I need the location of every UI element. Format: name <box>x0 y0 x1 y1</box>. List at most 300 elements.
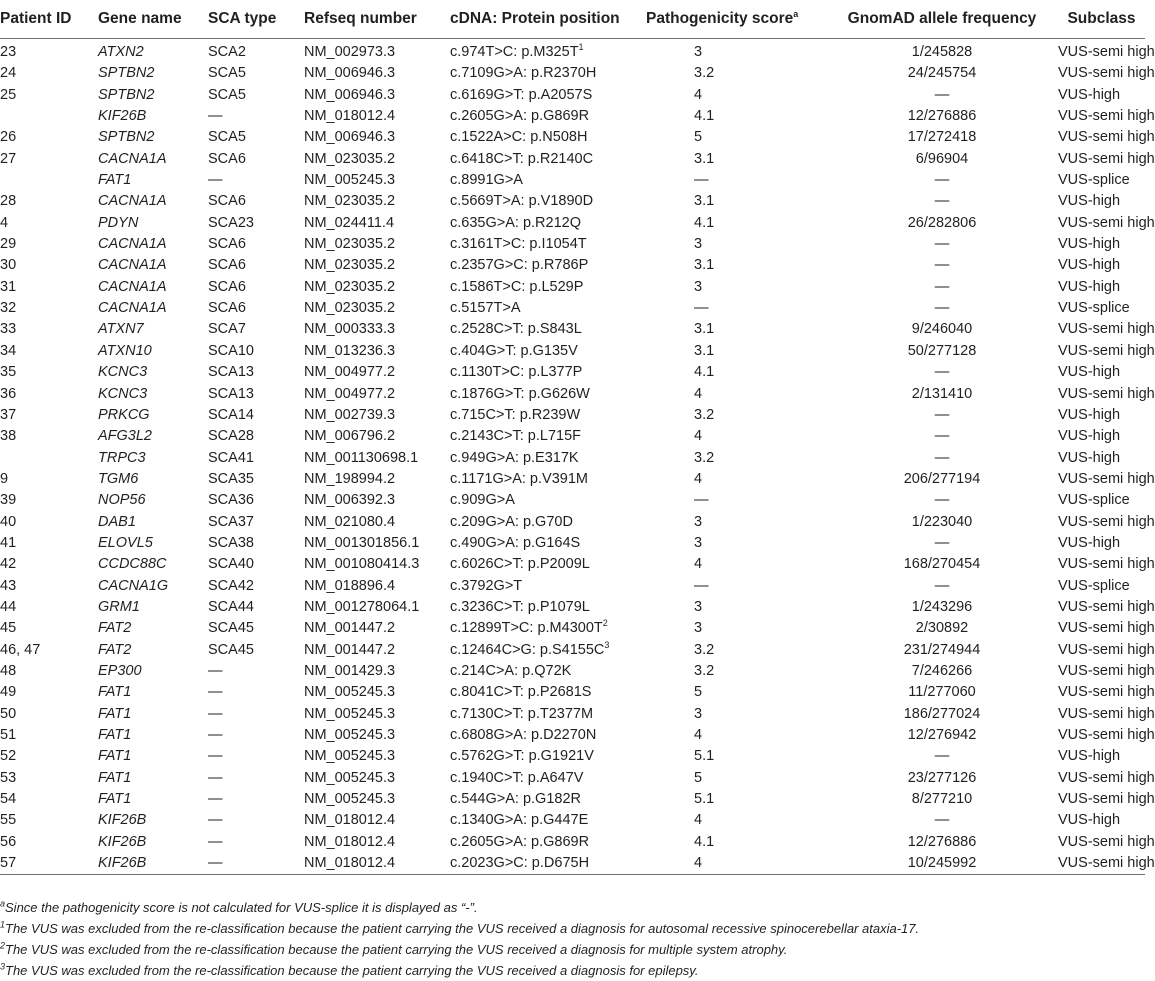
cell-gnomad: — <box>934 577 950 594</box>
cell-gene-name: SPTBN2 <box>98 86 155 103</box>
cell-subclass: VUS-semi high <box>1058 513 1155 530</box>
cell-gene-name: CACNA1A <box>98 193 167 210</box>
cell-patient-id: 57 <box>0 855 17 872</box>
cell-refseq: NM_001130698.1 <box>304 449 419 466</box>
cell-patient-id: 54 <box>0 791 17 808</box>
cell-gene-name: CACNA1G <box>98 577 169 594</box>
cdna-text: c.3161T>C: p.I1054T <box>450 236 587 253</box>
cell-refseq: NM_001301856.1 <box>304 534 420 551</box>
cell-sca-type: — <box>208 748 223 765</box>
cell-refseq: NM_018896.4 <box>304 577 396 594</box>
cell-subclass: VUS-high <box>1058 406 1121 423</box>
cell-cdna <box>450 213 646 234</box>
cell-score: 3.2 <box>694 406 715 423</box>
cdna-text: c.6026C>T: p.P2009L <box>450 556 590 573</box>
cell-sca-type: SCA14 <box>208 406 254 423</box>
cell-gnomad: 9/246040 <box>911 321 973 338</box>
footnote-mark: 3 <box>604 639 610 650</box>
cell-refseq: NM_005245.3 <box>304 791 396 808</box>
cell-refseq: NM_004977.2 <box>304 385 396 402</box>
cell-gnomad: 23/277126 <box>907 769 977 786</box>
cell-cdna <box>450 853 646 875</box>
table-row <box>0 512 1145 533</box>
cell-sca-type: SCA28 <box>208 428 254 445</box>
cell-cdna <box>450 362 646 383</box>
cell-gnomad: — <box>934 193 950 210</box>
cell-subclass: VUS-high <box>1058 812 1121 829</box>
cell-patient-id: 34 <box>0 342 17 359</box>
cell-gnomad: — <box>934 364 950 381</box>
cell-patient-id: 51 <box>0 727 17 743</box>
cell-gene-name: FAT2 <box>98 641 132 658</box>
cell-refseq: NM_005245.3 <box>304 705 396 722</box>
cell-sca-type: SCA10 <box>208 342 254 359</box>
table-row <box>0 405 1145 426</box>
cdna-text: c.6169G>T: p.A2057S <box>450 86 593 103</box>
cell-patient-id: 31 <box>0 278 17 295</box>
table-row <box>0 533 1145 554</box>
cell-gnomad: 10/245992 <box>907 855 977 872</box>
cell-subclass: VUS-semi high <box>1058 598 1155 615</box>
cell-gene-name: FAT1 <box>98 769 132 786</box>
cell-score: — <box>694 492 709 509</box>
cell-refseq: NM_005245.3 <box>304 172 396 189</box>
cell-patient-id <box>0 170 98 191</box>
cell-subclass: VUS-high <box>1058 449 1121 466</box>
footnote-mark: a <box>0 898 6 909</box>
cell-subclass: VUS-high <box>1058 534 1121 551</box>
cell-gene-name: TRPC3 <box>98 449 146 466</box>
cell-subclass: VUS-semi high <box>1058 65 1155 82</box>
cdna-text: c.404G>T: p.G135V <box>450 342 578 359</box>
cell-gene-name: CACNA1A <box>98 278 167 295</box>
cell-subclass: VUS-splice <box>1058 300 1130 317</box>
cell-subclass: VUS-semi high <box>1058 342 1155 359</box>
cdna-text: c.2357G>C: p.R786P <box>450 257 589 274</box>
cell-refseq: NM_198994.2 <box>304 470 396 487</box>
cell-sca-type: SCA42 <box>208 577 254 594</box>
cell-sca-type: — <box>208 684 223 701</box>
cell-cdna <box>450 490 646 511</box>
table-row <box>0 618 1145 639</box>
header-gnomad: GnomAD allele frequency <box>847 10 1037 27</box>
cell-subclass: VUS-semi high <box>1058 214 1155 231</box>
cell-refseq: NM_001080414.3 <box>304 556 420 573</box>
cell-refseq: NM_023035.2 <box>304 278 396 295</box>
cell-cdna <box>450 341 646 362</box>
cell-gnomad: 1/243296 <box>911 598 973 615</box>
cell-score: 4 <box>694 428 703 445</box>
cell-gnomad: 186/277024 <box>903 705 981 722</box>
table-row <box>0 213 1145 234</box>
cell-cdna <box>450 277 646 298</box>
cdna-text: c.12464C>G: p.S4155C <box>450 641 605 658</box>
cell-subclass: VUS-semi high <box>1058 556 1155 573</box>
cdna-text: c.1586T>C: p.L529P <box>450 278 584 295</box>
cell-gnomad: — <box>934 172 950 189</box>
footnote-mark: 1 <box>578 42 584 53</box>
cell-sca-type: SCA5 <box>208 86 246 103</box>
cell-patient-id: 56 <box>0 833 17 850</box>
table-row <box>0 469 1145 490</box>
cell-gnomad: — <box>934 86 950 103</box>
cdna-text: c.5157T>A <box>450 300 521 317</box>
footnote-text: The VUS was excluded from the re-classification because the patient carrying the VUS received a diagnosis for autosomal recessive spinocerebellar ataxia-17. <box>5 921 920 936</box>
cell-gene-name: CACNA1A <box>98 150 167 167</box>
cell-patient-id: 44 <box>0 598 17 615</box>
cdna-text: c.6808G>A: p.D2270N <box>450 727 597 743</box>
cell-patient-id: 41 <box>0 534 17 551</box>
cell-subclass: VUS-semi high <box>1058 108 1155 125</box>
cdna-text: c.5669T>A: p.V1890D <box>450 193 594 210</box>
cell-cdna <box>450 63 646 84</box>
table-row <box>0 255 1145 276</box>
cdna-text: c.715C>T: p.R239W <box>450 406 581 423</box>
cell-sca-type: — <box>208 172 223 189</box>
cell-subclass: VUS-semi high <box>1058 684 1155 701</box>
cell-sca-type: SCA6 <box>208 257 246 274</box>
table-row <box>0 810 1145 831</box>
cell-sca-type: — <box>208 769 223 786</box>
cell-gnomad: 50/277128 <box>907 342 977 359</box>
cell-subclass: VUS-semi high <box>1058 385 1155 402</box>
cell-sca-type: — <box>208 855 223 872</box>
cdna-text: c.3792G>T <box>450 577 523 594</box>
cell-patient-id: 30 <box>0 257 17 274</box>
cell-cdna <box>450 170 646 191</box>
cell-patient-id: 26 <box>0 129 17 146</box>
cell-cdna <box>450 384 646 405</box>
cell-patient-id: 42 <box>0 556 17 573</box>
cell-gnomad: 168/270454 <box>903 556 981 573</box>
table-row <box>0 597 1145 618</box>
cell-gene-name: SPTBN2 <box>98 65 155 82</box>
cell-cdna <box>450 832 646 853</box>
cell-cdna <box>450 533 646 554</box>
cell-sca-type: — <box>208 705 223 722</box>
cell-gnomad: 1/223040 <box>911 513 973 530</box>
cell-patient-id: 32 <box>0 300 17 317</box>
cell-gene-name: FAT2 <box>98 620 132 637</box>
cell-refseq: NM_005245.3 <box>304 769 396 786</box>
cell-subclass: VUS-splice <box>1058 172 1130 189</box>
cell-gnomad: 12/276886 <box>907 108 977 125</box>
cell-subclass: VUS-semi high <box>1058 833 1155 850</box>
cell-sca-type: — <box>208 662 223 679</box>
cell-gene-name: FAT1 <box>98 748 132 765</box>
cell-score: 3 <box>694 278 703 295</box>
cell-refseq: NM_005245.3 <box>304 748 396 765</box>
cell-gnomad: 7/246266 <box>911 662 973 679</box>
cell-cdna <box>450 85 646 106</box>
header-score-footnote-mark: a <box>793 8 799 19</box>
cell-cdna <box>450 768 646 789</box>
cell-refseq: NM_006392.3 <box>304 492 396 509</box>
cell-score: 3 <box>694 44 703 60</box>
cell-gene-name: CACNA1A <box>98 300 167 317</box>
cell-cdna <box>450 554 646 575</box>
cdna-text: c.2605G>A: p.G869R <box>450 108 590 125</box>
cell-cdna <box>450 704 646 725</box>
cell-gene-name: FAT1 <box>98 705 132 722</box>
cell-sca-type: SCA45 <box>208 620 254 637</box>
cell-subclass: VUS-semi high <box>1058 727 1155 743</box>
cell-patient-id: 27 <box>0 150 17 167</box>
cdna-text: c.490G>A: p.G164S <box>450 534 581 551</box>
cell-score: 3.1 <box>694 342 715 359</box>
cell-subclass: VUS-high <box>1058 364 1121 381</box>
cell-gnomad: — <box>934 534 950 551</box>
cell-sca-type: SCA13 <box>208 385 254 402</box>
footnote-mark: 2 <box>602 618 608 629</box>
cell-gene-name: KIF26B <box>98 855 147 872</box>
footnote <box>0 960 1145 981</box>
cell-sca-type: SCA45 <box>208 641 254 658</box>
cell-score: 4 <box>694 556 703 573</box>
table-row <box>0 682 1145 703</box>
cell-subclass: VUS-semi high <box>1058 321 1155 338</box>
cdna-text: c.5762G>T: p.G1921V <box>450 748 594 765</box>
cell-score: 5.1 <box>694 791 715 808</box>
header-gene-name: Gene name <box>98 10 182 27</box>
cdna-text: c.1171G>A: p.V391M <box>450 470 588 487</box>
cdna-text: c.2528C>T: p.S843L <box>450 321 582 338</box>
cell-refseq: NM_001447.2 <box>304 641 396 658</box>
cell-gene-name: NOP56 <box>98 492 146 509</box>
footnote <box>0 918 1145 939</box>
cdna-text: c.974T>C: p.M325T <box>450 44 579 60</box>
cell-score: 4.1 <box>694 364 715 381</box>
table-row <box>0 85 1145 106</box>
cell-score: 5.1 <box>694 748 715 765</box>
cell-patient-id: 39 <box>0 492 17 509</box>
cell-gnomad: — <box>934 748 950 765</box>
cell-gnomad: — <box>934 812 950 829</box>
cell-patient-id: 46, 47 <box>0 641 41 658</box>
cell-subclass: VUS-splice <box>1058 492 1130 509</box>
cdna-text: c.2605G>A: p.G869R <box>450 833 590 850</box>
cell-sca-type: SCA5 <box>208 65 246 82</box>
cell-score: 5 <box>694 769 703 786</box>
cell-score: — <box>694 172 709 189</box>
cell-cdna <box>450 319 646 340</box>
cell-sca-type: — <box>208 791 223 808</box>
cell-gnomad: 26/282806 <box>907 214 977 231</box>
cell-refseq: NM_005245.3 <box>304 684 396 701</box>
cell-sca-type: SCA41 <box>208 449 254 466</box>
cell-gene-name: FAT1 <box>98 172 132 189</box>
header-refseq: Refseq number <box>304 10 417 27</box>
footnote-text: The VUS was excluded from the re-classification because the patient carrying the VUS received a diagnosis for multiple system atrophy. <box>5 942 788 957</box>
cell-cdna <box>450 405 646 426</box>
cell-sca-type: SCA6 <box>208 150 246 167</box>
cell-gnomad: 2/131410 <box>911 385 973 402</box>
header-sca-type: SCA type <box>208 10 277 27</box>
cell-cdna <box>450 618 646 639</box>
cell-gnomad: — <box>934 492 950 509</box>
cell-cdna <box>450 448 646 469</box>
cell-subclass: VUS-semi high <box>1058 150 1155 167</box>
cell-refseq: NM_018012.4 <box>304 833 396 850</box>
cell-refseq: NM_006946.3 <box>304 86 396 103</box>
cell-refseq: NM_023035.2 <box>304 193 396 210</box>
cell-refseq: NM_001447.2 <box>304 620 396 637</box>
cell-refseq: NM_006946.3 <box>304 65 396 82</box>
cell-sca-type: SCA2 <box>208 44 246 60</box>
cell-score: 3.2 <box>694 641 715 658</box>
cdna-text: c.1940C>T: p.A647V <box>450 769 584 786</box>
cell-subclass: VUS-semi high <box>1058 470 1155 487</box>
cell-patient-id: 55 <box>0 812 17 829</box>
cell-score: 4 <box>694 727 703 743</box>
cell-gene-name: FAT1 <box>98 727 132 743</box>
cell-patient-id: 4 <box>0 214 9 231</box>
cell-score: 4 <box>694 385 703 402</box>
cell-cdna <box>450 149 646 170</box>
header-patient-id: Patient ID <box>0 10 72 27</box>
table-row <box>0 448 1145 469</box>
cell-gene-name: ELOVL5 <box>98 534 153 551</box>
cell-subclass: VUS-high <box>1058 86 1121 103</box>
cell-patient-id: 23 <box>0 44 17 60</box>
cell-patient-id: 38 <box>0 428 17 445</box>
cell-score: — <box>694 577 709 594</box>
cell-score: 4.1 <box>694 833 715 850</box>
cell-cdna <box>450 39 646 64</box>
cell-refseq: NM_023035.2 <box>304 236 396 253</box>
cell-sca-type: SCA6 <box>208 278 246 295</box>
cell-gnomad: 206/277194 <box>903 470 981 487</box>
cell-score: 3 <box>694 598 703 615</box>
table-row <box>0 341 1145 362</box>
cell-score: 3.2 <box>694 449 715 466</box>
cell-gene-name: KIF26B <box>98 108 147 125</box>
cell-gnomad: — <box>934 278 950 295</box>
table-row <box>0 661 1145 682</box>
cell-score: 3 <box>694 705 703 722</box>
cell-subclass: VUS-high <box>1058 278 1121 295</box>
cell-subclass: VUS-high <box>1058 193 1121 210</box>
cell-score: 4.1 <box>694 108 715 125</box>
cell-refseq: NM_023035.2 <box>304 150 396 167</box>
cell-gnomad: — <box>934 236 950 253</box>
table-row <box>0 170 1145 191</box>
cell-gnomad: 231/274944 <box>903 641 981 658</box>
cell-sca-type: SCA44 <box>208 598 254 615</box>
cell-cdna <box>450 255 646 276</box>
cell-score: 5 <box>694 684 703 701</box>
cdna-text: c.949G>A: p.E317K <box>450 449 579 466</box>
cell-cdna <box>450 746 646 767</box>
header-score <box>646 0 826 39</box>
cell-cdna <box>450 234 646 255</box>
table-row <box>0 490 1145 511</box>
footnote <box>0 939 1145 960</box>
table-row <box>0 426 1145 447</box>
cell-subclass: VUS-high <box>1058 257 1121 274</box>
cell-patient-id: 49 <box>0 684 17 701</box>
cell-refseq: NM_000333.3 <box>304 321 396 338</box>
cell-score: 3 <box>694 236 703 253</box>
cell-gene-name: ATXN2 <box>98 44 144 60</box>
table-row <box>0 234 1145 255</box>
cell-cdna <box>450 512 646 533</box>
cell-patient-id: 36 <box>0 385 17 402</box>
cell-sca-type: — <box>208 812 223 829</box>
cell-patient-id: 24 <box>0 65 17 82</box>
table-row <box>0 39 1145 64</box>
cell-gnomad: 6/96904 <box>915 150 969 167</box>
cdna-text: c.1522A>C: p.N508H <box>450 129 588 146</box>
cdna-text: c.1130T>C: p.L377P <box>450 364 583 381</box>
cell-subclass: VUS-semi high <box>1058 662 1155 679</box>
cell-gene-name: AFG3L2 <box>98 428 152 445</box>
table-row <box>0 319 1145 340</box>
cell-patient-id: 48 <box>0 662 17 679</box>
cell-gene-name: KCNC3 <box>98 364 148 381</box>
cell-score: 3 <box>694 513 703 530</box>
cell-score: 5 <box>694 129 703 146</box>
cell-gene-name: FAT1 <box>98 791 132 808</box>
cell-subclass: VUS-semi high <box>1058 641 1155 658</box>
cell-patient-id: 25 <box>0 86 17 103</box>
cell-gnomad: 17/272418 <box>907 129 977 146</box>
cell-subclass: VUS-splice <box>1058 577 1130 594</box>
cell-gnomad: 12/276886 <box>907 833 977 850</box>
table-row <box>0 384 1145 405</box>
header-cdna: cDNA: Protein position <box>450 10 620 27</box>
cell-refseq: NM_018012.4 <box>304 812 396 829</box>
cdna-text: c.2143C>T: p.L715F <box>450 428 581 445</box>
cell-patient-id: 33 <box>0 321 17 338</box>
cell-sca-type: SCA6 <box>208 236 246 253</box>
cell-score: 3.2 <box>694 65 715 82</box>
cell-gnomad: 2/30892 <box>915 620 969 637</box>
cell-sca-type: SCA37 <box>208 513 254 530</box>
cell-gene-name: CCDC88C <box>98 556 167 573</box>
cell-refseq: NM_002973.3 <box>304 44 396 60</box>
cell-subclass: VUS-high <box>1058 748 1121 765</box>
cell-subclass: VUS-high <box>1058 236 1121 253</box>
cell-cdna <box>450 127 646 148</box>
table-body <box>0 39 1155 875</box>
cell-cdna <box>450 191 646 212</box>
cell-cdna <box>450 469 646 490</box>
cell-gnomad: — <box>934 406 950 423</box>
cell-gnomad: — <box>934 449 950 466</box>
cell-patient-id <box>0 106 98 127</box>
cell-gene-name: CACNA1A <box>98 236 167 253</box>
cell-patient-id: 45 <box>0 620 17 637</box>
table-row <box>0 640 1145 661</box>
cell-gene-name: TGM6 <box>98 470 139 487</box>
cell-subclass: VUS-semi high <box>1058 705 1155 722</box>
cdna-text: c.1340G>A: p.G447E <box>450 812 589 829</box>
cell-subclass: VUS-semi high <box>1058 44 1155 60</box>
cdna-text: c.544G>A: p.G182R <box>450 791 581 808</box>
cell-refseq: NM_021080.4 <box>304 513 396 530</box>
cell-score: 4.1 <box>694 214 715 231</box>
cell-sca-type: SCA6 <box>208 300 246 317</box>
cell-cdna <box>450 810 646 831</box>
table-row <box>0 191 1145 212</box>
cell-gene-name: CACNA1A <box>98 257 167 274</box>
table-row <box>0 768 1145 789</box>
table-row <box>0 63 1145 84</box>
cell-refseq: NM_023035.2 <box>304 257 396 274</box>
cell-refseq: NM_006796.2 <box>304 428 396 445</box>
cell-subclass: VUS-semi high <box>1058 855 1155 872</box>
